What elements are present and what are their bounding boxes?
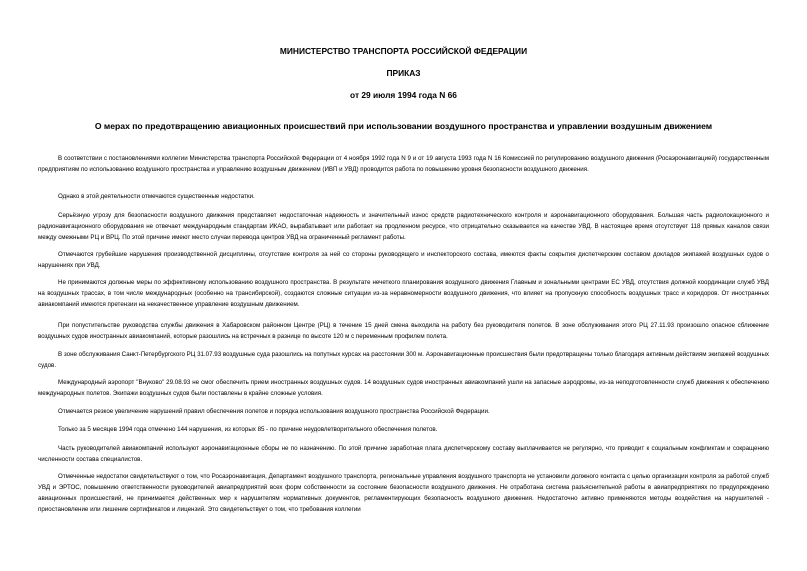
- document-subject: О мерах по предотвращению авиационных происшествий при использовании воздушного пространства и управлении воздушным движением: [94, 121, 713, 131]
- paragraph-5: Не принимаются должные меры по эффективному использованию воздушного пространства. В результате нечеткого планирования воздушного движения Главным и зональными центрами ЕС УВД, отсутствия должной координации служб УВД на воздушных трассах, в том числе международных (особенно на трансибирской), создаются сложные ситуации из-за неравномерности воздушного движения, что влияет на пропускную способность воздушных трасс и коридоров. От иностранных авиакомпаний имеются претензии на некачественное управление воздушным движением.: [38, 279, 769, 308]
- paragraph-2: Однако в этой деятельности отмечаются существенные недостатки.: [58, 193, 255, 200]
- paragraph-1: В соответствии с постановлениями коллегии Министерства транспорта Российской Федерации от 4 ноября 1992 года N 9 и от 19 августа 1993 года N 16 Комиссией по регулированию воздушного движения (Росаэронавигацией) государственным предприятиям по использованию воздушного пространства и управлению воздушным движением (ИВП и УВД) проводится работа по повышению уровня безопасности воздушного движения.: [38, 155, 769, 173]
- paragraph-9: Отмечается резкое увеличение нарушений правил обеспечения полетов и порядка использования воздушного пространства Российской Федерации.: [58, 408, 490, 415]
- paragraph-6: При попустительстве руководства службы движения в Хабаровском районном Центре (РЦ) в течение 15 дней смена выходила на работу без руководителя полетов. В зоне обслуживания этого РЦ 27.11.93 произошло опасное сближение воздушных судов иностранных авиакомпаний, которые разошлись на встречных в разнице по высоте 120 м с переменным профилем полета.: [38, 322, 769, 340]
- paragraph-3: Серьёзную угрозу для безопасности воздушного движения представляет недостаточная надежность и значительный износ средств радиотехнического контроля и аэронавигационного оборудования. Большая часть радиолокационного и радионавигационного оборудования не отвечает международным стандартам ИКАО, вырабатывает или работает на продленном ресурсе, что отрицательно сказывается на качестве УВД. В настоящее время отсутствует 118 прямых каналов связи между смежными РЦ и ВРЦ. По этой причине имеют место случаи перевода центров УВД на ограниченный регламент работы.: [38, 212, 769, 241]
- paragraph-10: Только за 5 месяцев 1994 года отмечено 144 нарушения, из которых 85 - по причине неудовлетворительного обеспечения полетов.: [58, 426, 438, 433]
- paragraph-4: Отмечаются грубейшие нарушения производственной дисциплины, отсутствие контроля за ней со стороны руководящего и инспекторского состава, имеются факты сокрытия диспетчерским составом докладов экипажей воздушных судов о нарушениях при УВД.: [38, 251, 769, 269]
- document-type: ПРИКАЗ: [386, 68, 421, 78]
- paragraph-8: Международный аэропорт "Внуково" 29.08.93 не смог обеспечить прием иностранных воздушных судов. 14 воздушных судов иностранных авиакомпаний ушли на запасные аэродромы, из-за неподготовленности служб движения к обеспечению международных полетов. Экипажи воздушных судов были поставлены в крайне сложные условия.: [38, 379, 769, 397]
- document-date-number: от 29 июля 1994 года N 66: [350, 90, 457, 100]
- paragraph-12: Отмеченные недостатки свидетельствуют о том, что Росаэронавигация, Департамент воздушного транспорта, региональные управления воздушного транспорта не установили должного контакта с целью организации контроля за работой служб УВД и ЭРТОС, повышению ответственности руководителей авиапредприятий всех форм собственности за состояние безопасности воздушного движения. Не отработана система разъяснительной работы в авиапредприятиях по предупреждению авиационных происшествий, не принимается действенных мер к нарушителям нормативных документов, регламентирующих безопасность воздушного движения. Недостаточно активно применяются методы воздействия на нарушителей - приостановление или лишение сертификатов и лицензий. Это свидетельствует о том, что требования коллегии: [38, 473, 769, 513]
- paragraph-11: Часть руководителей авиакомпаний используют аэронавигационные сборы не по назначению. По этой причине заработная плата диспетчерскому составу выплачивается не регулярно, что приводит к социальным конфликтам и сокращению численности состава специалистов.: [38, 445, 769, 463]
- ministry-title: МИНИСТЕРСТВО ТРАНСПОРТА РОССИЙСКОЙ ФЕДЕРАЦИИ: [279, 46, 528, 56]
- paragraph-7: В зоне обслуживания Санкт-Петербургского РЦ 31.07.93 воздушные суда разошлись на попутных курсах на расстоянии 300 м. Аэронавигационные происшествия были предотвращены только благодаря активным действиям экипажей воздушных судов.: [38, 351, 769, 369]
